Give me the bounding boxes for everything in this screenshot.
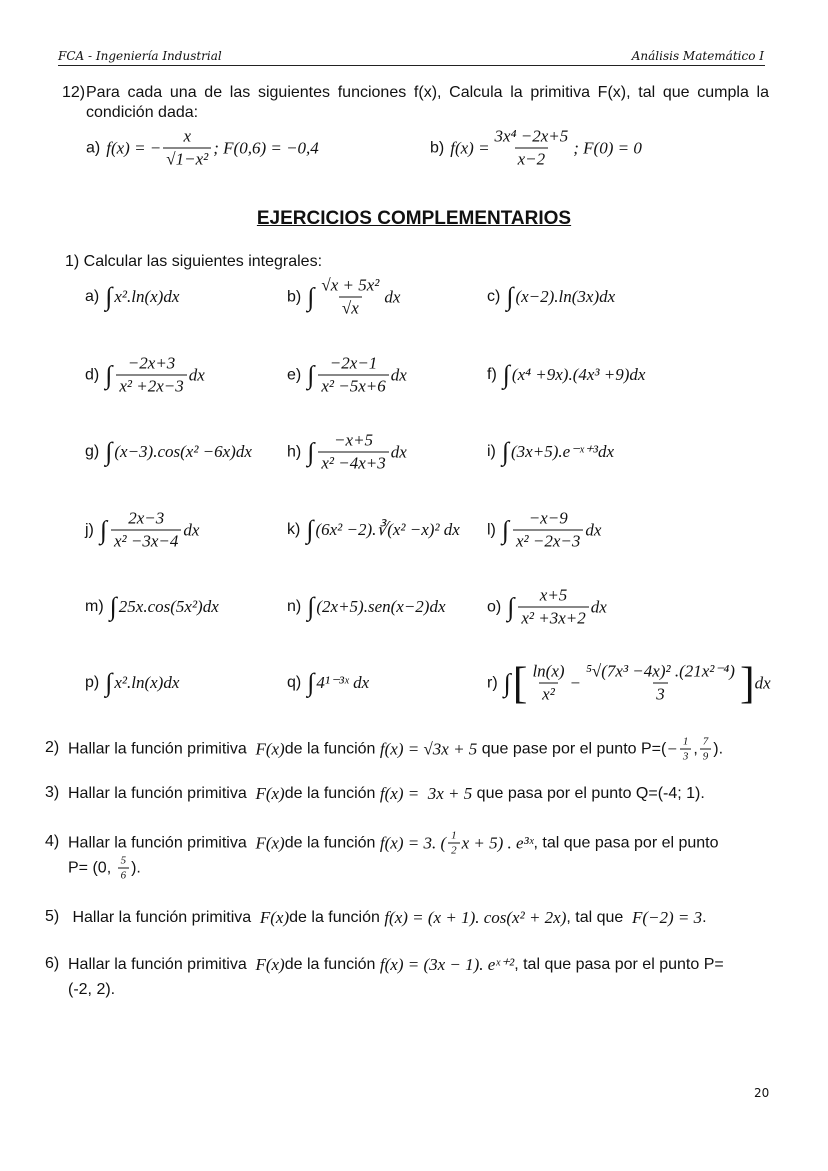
denominator: √x	[339, 297, 362, 319]
text: que pase por el punto P=(	[477, 740, 667, 757]
math-expression: 4¹⁻³ˣ dx	[316, 673, 370, 692]
fraction	[700, 736, 712, 763]
bracket: ]	[739, 658, 755, 708]
math-expression: F(x)	[255, 908, 290, 927]
denominator: x² −3x−4	[111, 530, 181, 552]
text: ,	[693, 740, 698, 757]
math-expression: dx	[585, 520, 602, 539]
text: Hallar la función primitiva	[68, 834, 252, 851]
problem-line	[68, 981, 115, 999]
denominator: x² +2x−3	[116, 375, 186, 397]
fraction	[529, 662, 567, 705]
fraction	[680, 736, 692, 763]
fraction	[318, 354, 388, 397]
integral-sign: ∫	[307, 437, 315, 466]
math-expression: F(−2) = 3	[627, 908, 703, 927]
integral-item	[287, 515, 460, 545]
denominator: √1−x²	[163, 148, 211, 170]
text: Hallar la función primitiva	[68, 785, 252, 802]
numerator: 7	[702, 735, 709, 748]
integral-item	[487, 437, 614, 467]
math-expression: (x⁴ +9x).(4x³ +9)dx	[511, 365, 646, 384]
fraction	[492, 127, 572, 170]
math-expression: f(x) = −	[106, 138, 162, 157]
item-label: k)	[287, 521, 301, 538]
item-label: l)	[487, 521, 496, 538]
problem-line	[68, 908, 707, 928]
fraction	[118, 855, 130, 882]
denominator: 6	[118, 868, 130, 882]
integral-item	[287, 354, 407, 397]
numerator: x	[183, 126, 192, 146]
integral-sign: ∫	[307, 592, 315, 621]
denominator: x²	[539, 683, 558, 705]
problem-number: 2)	[45, 739, 60, 756]
fraction	[318, 431, 388, 474]
problem-12-text-line1: Para cada una de las siguientes funciones f(x), Calcula la primitiva F(x), tal que cumpla la	[86, 84, 769, 101]
math-expression: (3x+5).e⁻ˣ⁺³dx	[511, 442, 615, 461]
text: de la función	[284, 834, 380, 851]
math-expression: f(x) =	[450, 138, 490, 157]
integral-sign: ∫	[501, 515, 510, 544]
integral-sign: ∫	[502, 360, 510, 389]
text: P= (0,	[68, 859, 116, 876]
fraction	[163, 127, 211, 170]
item-label: q)	[287, 674, 302, 691]
numerator: √x + 5x²	[321, 275, 380, 295]
page-number: 20	[754, 1086, 770, 1100]
problem-line	[68, 955, 724, 975]
numerator: 3x⁴ −2x+5	[494, 126, 569, 146]
problem-line	[68, 855, 141, 882]
integral-sign: ∫	[501, 437, 510, 466]
integral-item	[85, 592, 219, 622]
item-label: b)	[430, 139, 445, 156]
integral-item	[487, 509, 601, 552]
text: Hallar la función primitiva	[68, 909, 256, 926]
item-label: p)	[85, 674, 100, 691]
item-label: d)	[85, 366, 100, 383]
text: de la función	[284, 785, 380, 802]
problem-line	[68, 736, 723, 763]
math-expression: ; F(0,6) = −0,4	[213, 138, 319, 157]
math-expression: dx	[188, 365, 205, 384]
integral-sign: ∫	[306, 515, 314, 544]
item-label: a)	[86, 139, 101, 156]
numerator: ln(x)	[532, 661, 565, 681]
header-rule	[58, 65, 765, 66]
integral-item	[287, 668, 369, 698]
item-label: g)	[85, 443, 100, 460]
denominator: 2	[448, 843, 460, 857]
math-expression: −	[569, 673, 582, 692]
integral-item	[85, 437, 252, 467]
problem-12-number: 12)	[62, 84, 86, 101]
numerator: 2x−3	[128, 508, 165, 528]
integral-item	[287, 431, 407, 474]
numerator: ⁵√(7x³ −4x)² .(21x²⁻⁴)	[586, 661, 735, 681]
integral-sign: ∫	[307, 282, 315, 311]
text: Hallar la función primitiva	[68, 740, 252, 757]
problem-number: 3)	[45, 784, 60, 801]
math-expression: dx	[390, 442, 407, 461]
math-expression: dx	[384, 287, 401, 306]
numerator: −2x−1	[329, 353, 378, 373]
math-expression: f(x) = (3x − 1). eˣ⁺²	[379, 955, 515, 974]
bracket: [	[512, 658, 528, 708]
problem-line	[68, 784, 705, 804]
math-expression: −	[666, 739, 678, 758]
math-expression: x².ln(x)dx	[114, 287, 180, 306]
integral-sign: ∫	[506, 282, 514, 311]
integral-item	[287, 276, 400, 319]
fraction	[318, 276, 382, 319]
integral-item	[85, 668, 179, 698]
integral-item	[85, 282, 179, 312]
text: ).	[713, 740, 724, 757]
fraction	[583, 662, 738, 705]
item-label: n)	[287, 598, 302, 615]
math-expression: x².ln(x)dx	[114, 673, 180, 692]
section-title: EJERCICIOS COMPLEMENTARIOS	[256, 208, 572, 229]
math-expression: f(x) = (x + 1). cos(x² + 2x)	[384, 908, 567, 927]
integral-sign: ∫	[105, 360, 113, 389]
problem-12a	[86, 127, 319, 170]
math-expression: dx	[183, 520, 200, 539]
math-expression: f(x) = 3. (	[379, 833, 447, 852]
item-label: j)	[85, 521, 94, 538]
denominator: 9	[700, 749, 712, 763]
fraction	[448, 830, 460, 857]
item-label: o)	[487, 598, 502, 615]
denominator: x² +3x+2	[518, 607, 588, 629]
item-label: r)	[487, 674, 498, 691]
text: Hallar la función primitiva	[68, 956, 252, 973]
math-expression: f(x) = 3x + 5	[379, 784, 473, 803]
text: , tal que pasa por el punto P=	[514, 956, 724, 973]
integral-item	[487, 282, 615, 312]
math-expression: F(x)	[251, 739, 285, 758]
integral-item	[487, 360, 645, 390]
math-expression: (x−2).ln(3x)dx	[515, 287, 616, 306]
integral-item	[85, 509, 199, 552]
math-expression: dx	[754, 673, 771, 692]
math-expression: dx	[390, 365, 407, 384]
item-label: b)	[287, 288, 302, 305]
math-expression: ; F(0) = 0	[573, 138, 642, 157]
numerator: x+5	[539, 585, 568, 605]
denominator: 3	[653, 683, 668, 705]
header-right: Análisis Matemático I	[631, 49, 764, 63]
text: ).	[131, 859, 141, 876]
text: de la función	[284, 740, 380, 757]
fraction	[518, 586, 588, 629]
text: de la función	[284, 956, 380, 973]
item-label: h)	[287, 443, 302, 460]
problem-12b	[430, 127, 642, 170]
numerator: 1	[451, 829, 457, 842]
item-label: c)	[487, 288, 501, 305]
text: que pasa por el punto Q=(-4; 1).	[472, 785, 705, 802]
item-label: f)	[487, 366, 497, 383]
math-expression: dx	[590, 597, 607, 616]
denominator: x² −2x−3	[513, 530, 583, 552]
text: , tal que pasa por el punto	[533, 834, 719, 851]
item-label: e)	[287, 366, 302, 383]
text: de la función	[289, 909, 385, 926]
integral-item	[487, 586, 607, 629]
integral-sign: ∫	[503, 668, 511, 697]
integral-sign: ∫	[105, 282, 113, 311]
math-expression: (2x+5).sen(x−2)dx	[316, 597, 446, 616]
integral-item	[85, 354, 205, 397]
numerator: −2x+3	[127, 353, 176, 373]
integral-sign: ∫	[99, 515, 108, 544]
item-label: i)	[487, 443, 496, 460]
integral-sign: ∫	[307, 668, 315, 697]
math-expression: f(x) = √3x + 5	[379, 739, 478, 758]
math-expression: F(x)	[251, 833, 285, 852]
denominator: x² −4x+3	[318, 452, 388, 474]
item-label: a)	[85, 288, 100, 305]
integral-sign: ∫	[507, 592, 515, 621]
fraction	[111, 509, 181, 552]
math-expression: F(x)	[251, 955, 285, 974]
problem-number: 5)	[45, 908, 60, 925]
denominator: x−2	[515, 148, 549, 170]
text: (-2, 2).	[68, 981, 116, 998]
item-label: m)	[85, 598, 104, 615]
numerator: −x+5	[334, 430, 374, 450]
math-expression: (6x² −2).∛(x² −x)² dx	[315, 520, 460, 539]
integral-sign: ∫	[307, 360, 315, 389]
fraction	[116, 354, 186, 397]
integral-sign: ∫	[105, 668, 113, 697]
denominator: x² −5x+6	[318, 375, 388, 397]
numerator: 1	[682, 735, 689, 748]
problem-line	[68, 830, 719, 857]
integral-item	[287, 592, 446, 622]
exercise-1-heading: 1) Calcular las siguientes integrales:	[65, 253, 323, 270]
integral-sign: ∫	[109, 592, 117, 621]
integral-sign: ∫	[105, 437, 113, 466]
problem-12-text-line2: condición dada:	[86, 104, 199, 121]
numerator: 5	[120, 854, 127, 867]
denominator: 3	[680, 749, 692, 763]
fraction	[513, 509, 583, 552]
text: .	[702, 909, 707, 926]
math-expression: 25x.cos(5x²)dx	[118, 597, 219, 616]
integral-item	[487, 658, 771, 709]
math-expression: x + 5) . e³ˣ	[461, 833, 534, 852]
problem-number: 4)	[45, 833, 60, 850]
numerator: −x−9	[528, 508, 568, 528]
problem-number: 6)	[45, 955, 60, 972]
math-expression: F(x)	[251, 784, 285, 803]
math-expression: (x−3).cos(x² −6x)dx	[114, 442, 252, 461]
text: , tal que	[566, 909, 628, 926]
header-left: FCA - Ingeniería Industrial	[58, 49, 222, 63]
